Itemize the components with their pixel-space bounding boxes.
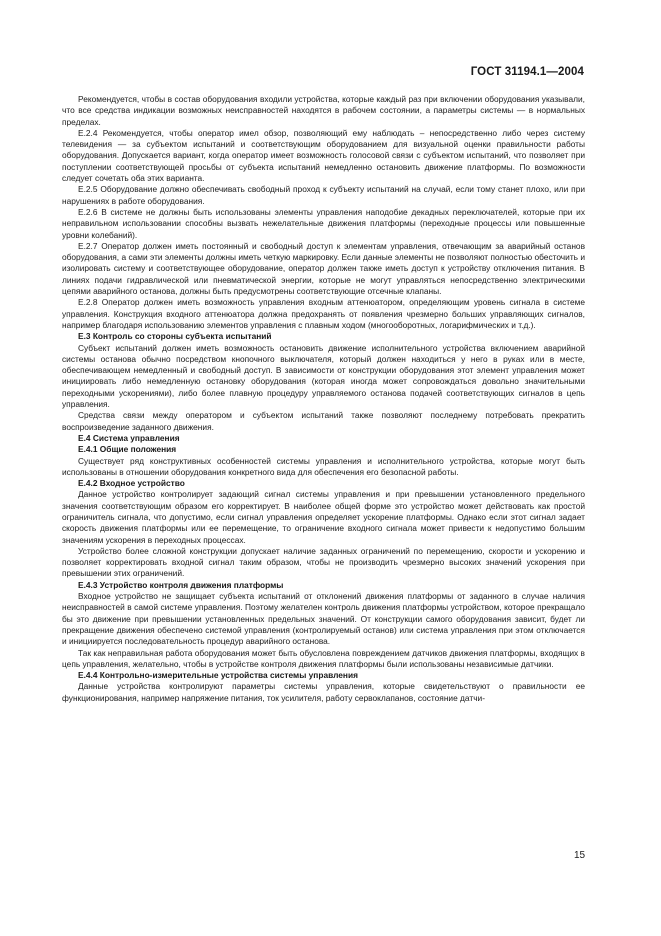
paragraph: Данное устройство контролирует задающий сигнал системы управления и при превышении установленного предельного значения соответствующим образом его корректирует. В наиболее общей форме это устройство может действовать как простой ограничитель сигнала, что допустимо, если сигнал управления определяет ускорение платформы. Однако если этот сигнал задает скорость движения платформы или ее перемещение, то ограничение входного сигнала может привести к недопустимо большим значениям ускорения в переходных процессах. (62, 489, 585, 545)
paragraph: Устройство более сложной конструкции допускает наличие заданных ограничений по перемещению, скорости и ускорению и позволяет корректировать входной сигнал таким образом, чтобы не производить чрезмерно высоких значений ускорения при превышении этих ограничений. (62, 545, 585, 579)
paragraph: Е.2.5 Оборудование должно обеспечивать свободный проход к субъекту испытаний на случай, если тому станет плохо, или при нарушениях в работе оборудования. (62, 184, 585, 206)
page-number: 15 (574, 850, 586, 861)
paragraph: Так как неправильная работа оборудования может быть обусловлена повреждением датчиков движения платформы, входящих в цепь управления, желательно, чтобы в устройстве контроля движения платформы были использованы независимые датчики. (62, 647, 585, 669)
section-heading: Е.4.1 Общие положения (78, 444, 177, 455)
paragraph: Е.2.7 Оператор должен иметь постоянный и свободный доступ к элементам управления, отвечающим за аварийный останов оборудования, а сами эти элементы должны иметь четкую маркировку. Если данные элементы не позволяют полностью обесточить и изолировать систему и соответствующее оборудование, оператор должен также иметь доступ к устройству отключения питания. В линиях подачи гидравлической или пневматической энергии, которые не могут управляться непосредственно электрическими цепями аварийного останова, должны быть предусмотрены соответствующие отсечные клапаны. (62, 240, 585, 297)
section-heading: Е.4.2 Входное устройство (78, 478, 185, 489)
paragraph: Входное устройство не защищает субъекта испытаний от отклонений движения платформы от заданного в случае наличия неисправностей в самой системе управления. Поэтому желателен контроль движения платформы устройством, которое прекращало бы это движение при превышении установленных предельных значений. От конструкции самого оборудования зависит, будет ли прекращение движения обеспечено системой управления (контролируемый останов) или система управления при этом отключается и инициируется последовательность процедур аварийного останова. (62, 591, 585, 647)
paragraph: Субъект испытаний должен иметь возможность остановить движение исполнительного устройства включением аварийной системы останова обычно посредством кнопочного выключателя, который должен находиться у него в руках или в месте, обеспечивающем немедленный и свободный доступ. В зависимости от конструкции оборудования этот элемент управления может инициировать либо немедленную остановку оборудования (которая иногда может сопровождаться довольно значительными переходными ускорениями), либо более плавную процедуру управляемого останова подачей соответствующих сигналов в цепь управления. (62, 342, 585, 410)
paragraph: Данные устройства контролируют параметры системы управления, которые свидетельствуют о правильности ее функционирования, например напряжение питания, ток усилителя, работу сервоклапанов, состояние датчи- (62, 681, 585, 703)
paragraph: Рекомендуется, чтобы в состав оборудования входили устройства, которые каждый раз при включении оборудования указывали, что все средства индикации возможных неисправностей находятся в рабочем состоянии, а параметры системы — в нормальных пределах. (62, 94, 585, 127)
paragraph: Существует ряд конструктивных особенностей системы управления и исполнительного устройства, которые могут быть использованы в отношении оборудования конкретного вида для обеспечения его безопасной работы. (62, 455, 585, 477)
section-heading: Е.4 Система управления (78, 432, 180, 443)
section-heading: Е.4.4 Контрольно-измерительные устройства системы управления (78, 670, 358, 681)
section-heading: Е.4.3 Устройство контроля движения платформы (78, 579, 284, 590)
paragraph: Е.2.8 Оператор должен иметь возможность управления входным аттенюатором, определяющим уровень сигнала в системе управления. Конструкция входного аттенюатора должна предохранять от появления чрезмерно больших управляющих сигналов, например благодаря использованию элементов управления с плавным ходом (многооборотных, логарифмических и т.д.). (62, 297, 585, 330)
document-body (62, 94, 585, 704)
paragraph: Е.2.6 В системе не должны быть использованы элементы управления наподобие декадных переключателей, которые при их неправильном использовании способны вызвать нежелательные движения платформы (переходные процессы или повышенные уровни колебаний). (62, 206, 585, 240)
document-code: ГОСТ 31194.1—2004 (470, 66, 584, 78)
paragraph: Средства связи между оператором и субъектом испытаний также позволяют последнему потребовать прекратить воспроизведение заданного движения. (62, 410, 585, 432)
paragraph: Е.2.4 Рекомендуется, чтобы оператор имел обзор, позволяющий ему наблюдать – непосредственно либо через систему телевидения — за субъектом испытаний и соответствующим оборудованием для визуальной оценки правильности работы оборудования. Допускается вариант, когда оператор имеет возможность голосовой связи с субъектом испытаний, что позволяет при поступлении соответствующей просьбы от субъекта испытаний немедленно остановить движение платформы. По возможности следует сочетать оба этих варианта. (62, 127, 585, 184)
section-heading: Е.3 Контроль со стороны субъекта испытаний (78, 331, 272, 342)
